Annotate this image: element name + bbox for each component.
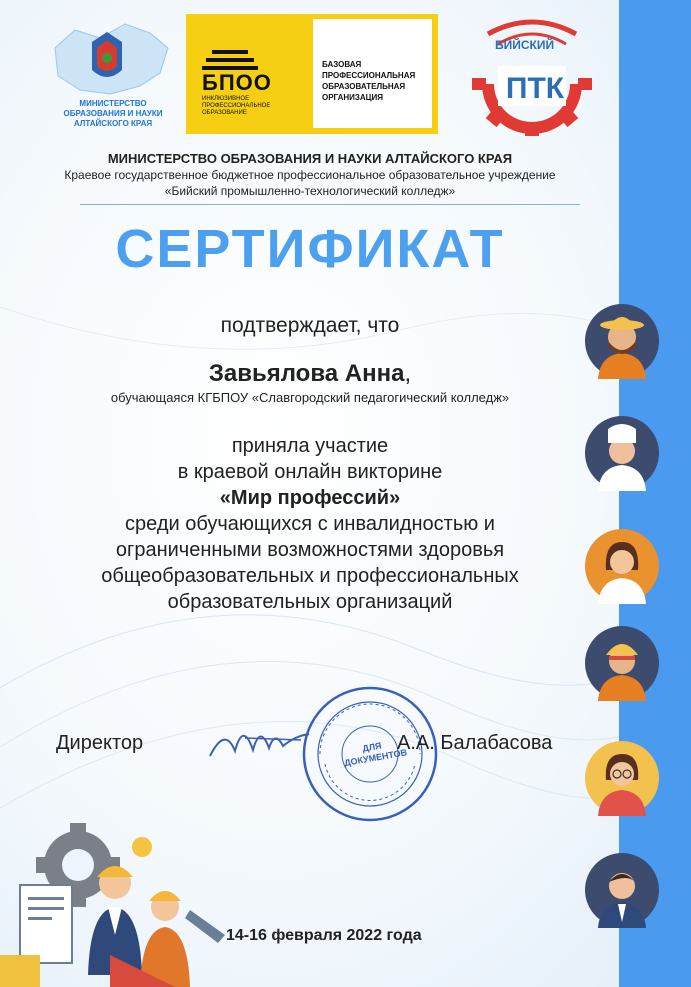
header-ministry: МИНИСТЕРСТВО ОБРАЗОВАНИЯ И НАУКИ АЛТАЙСКОГО КРАЯ [107,151,513,166]
body-line5: общеобразовательных и профессиональных [101,565,519,587]
bpoo-logo [186,14,438,134]
doctor-avatar-icon [584,528,660,604]
certificate-title: СЕРТИФИКАТ [115,219,505,279]
recipient-affiliation: обучающаяся КГБПОУ «Славгородский педагогический колледж» [110,390,510,405]
header-institution-line1: Краевое государственное бюджетное профессиональное образовательное учреждение [64,168,556,182]
bpoo-full-2: ПРОФЕССИОНАЛЬНАЯ [322,71,416,80]
college-logo-abbr: ПТК [505,72,565,105]
body-line6: образовательных организаций [167,591,453,613]
bpoo-full-3: ОБРАЗОВАТЕЛЬНАЯ [322,82,406,91]
handwritten-signature [205,716,315,766]
professions-illustration [0,815,240,987]
confirms-text: подтверждает, что [220,314,400,337]
header-divider [80,204,580,205]
bpoo-sub: ИНКЛЮЗИВНОЕ ПРОФЕССИОНАЛЬНОЕ ОБРАЗОВАНИЕ [202,96,271,116]
recipient-comma: , [404,360,412,387]
teacher-avatar-icon [584,740,660,816]
signature-name: А.А. Балабасова [397,732,553,754]
bpoo-full-1: БАЗОВАЯ [322,60,362,69]
side-stripe [619,0,691,987]
college-logo-top: БИЙСКИЙ [495,38,555,52]
header-institution-line2: «Бийский промышленно-технологический колледж» [164,184,456,198]
event-date: 14-16 февраля 2022 года [226,927,422,944]
businessman-avatar-icon [584,852,660,928]
recipient-name: Завьялова Анна [208,360,405,387]
event-name: «Мир профессий» [219,487,401,509]
stamp-center-text: ДЛЯ ДОКУМЕНТОВ [343,740,408,769]
farmer-avatar-icon [584,303,660,379]
bpoo-full-box [313,19,432,128]
bpoo-full-4: ОРГАНИЗАЦИЯ [322,93,384,102]
recipient-line [0,360,620,388]
ministry-map-logo [40,18,175,103]
body-line2: в краевой онлайн викторине [177,461,443,483]
signature-position: Директор [56,732,144,754]
builder-avatar-icon [584,625,660,701]
bpoo-full [322,59,415,103]
bpoo-bars-icon [202,50,258,70]
body-line4: ограниченными возможностями здоровья [115,539,505,561]
body-line1: приняла участие [231,435,389,457]
bpoo-abbr: БПОО [202,70,272,95]
ministry-logo-text: МИНИСТЕРСТВО ОБРАЗОВАНИЯ И НАУКИ АЛТАЙСКОГО КРАЯ [63,99,163,128]
body-line3: среди обучающихся с инвалидностью и [125,513,495,535]
chef-avatar-icon [584,415,660,491]
